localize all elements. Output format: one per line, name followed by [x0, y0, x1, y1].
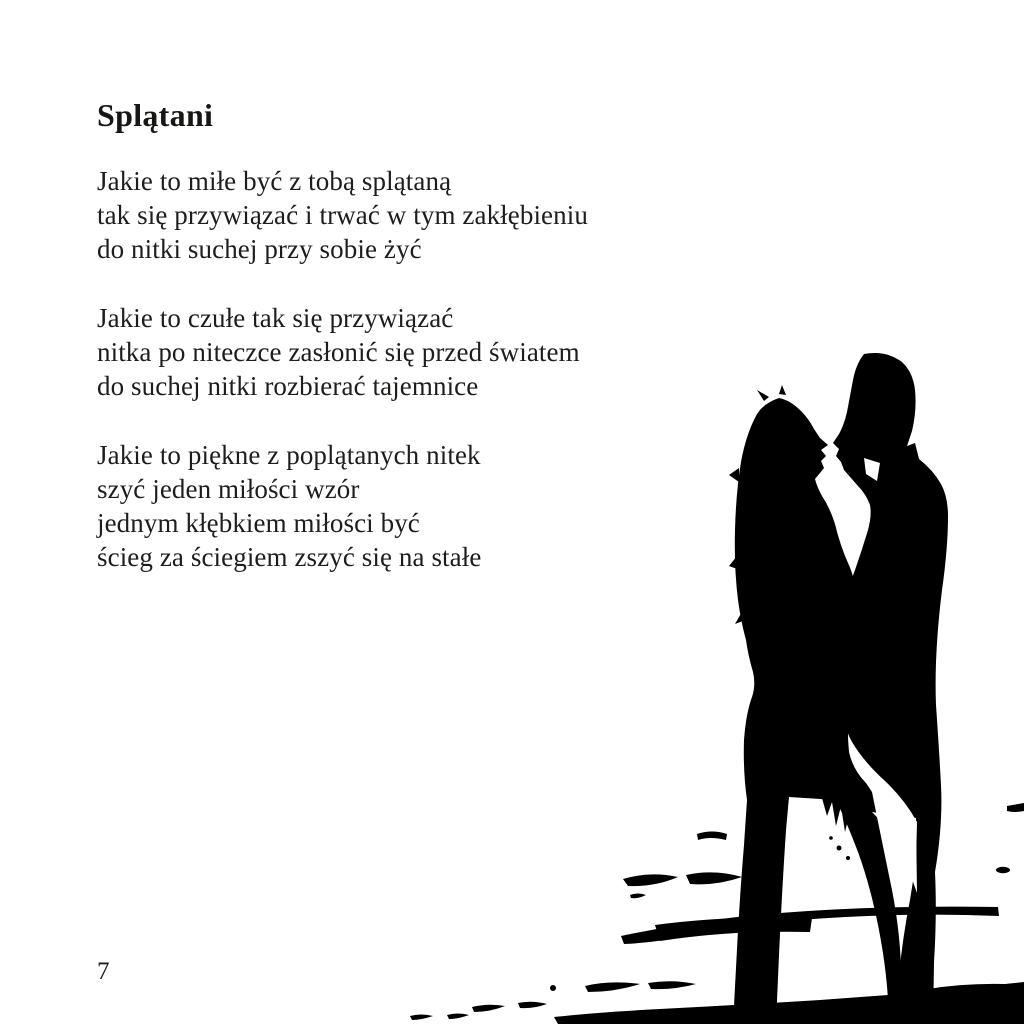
poem-title: Splątani — [97, 97, 214, 133]
hair-strand — [757, 390, 769, 401]
poem-line: nitka po niteczce zasłonić się przed światem — [97, 337, 580, 367]
poem-line: jednym kłębkiem miłości być — [97, 508, 420, 538]
poem-line: do suchej nitki rozbierać tajemnice — [97, 371, 479, 401]
page-number: 7 — [97, 958, 110, 985]
poem-line: do nitki suchej przy sobie żyć — [97, 234, 422, 264]
poem-line: Jakie to miłe być z tobą splątaną — [97, 166, 452, 196]
poem-line: szyć jeden miłości wzór — [97, 474, 360, 504]
stanza-1 — [97, 164, 677, 266]
couple-silhouette-image — [400, 330, 1024, 1024]
poem-line: Jakie to czułe tak się przywiązać — [97, 303, 454, 333]
poem-line: ścieg za ściegiem zszyć się na stałe — [97, 542, 482, 572]
hair-strand — [779, 385, 786, 395]
poem-line: Jakie to piękne z poplątanych nitek — [97, 440, 481, 470]
poem-line: tak się przywiązać i trwać w tym zakłębieniu — [97, 200, 588, 230]
hair-strand — [729, 468, 739, 482]
